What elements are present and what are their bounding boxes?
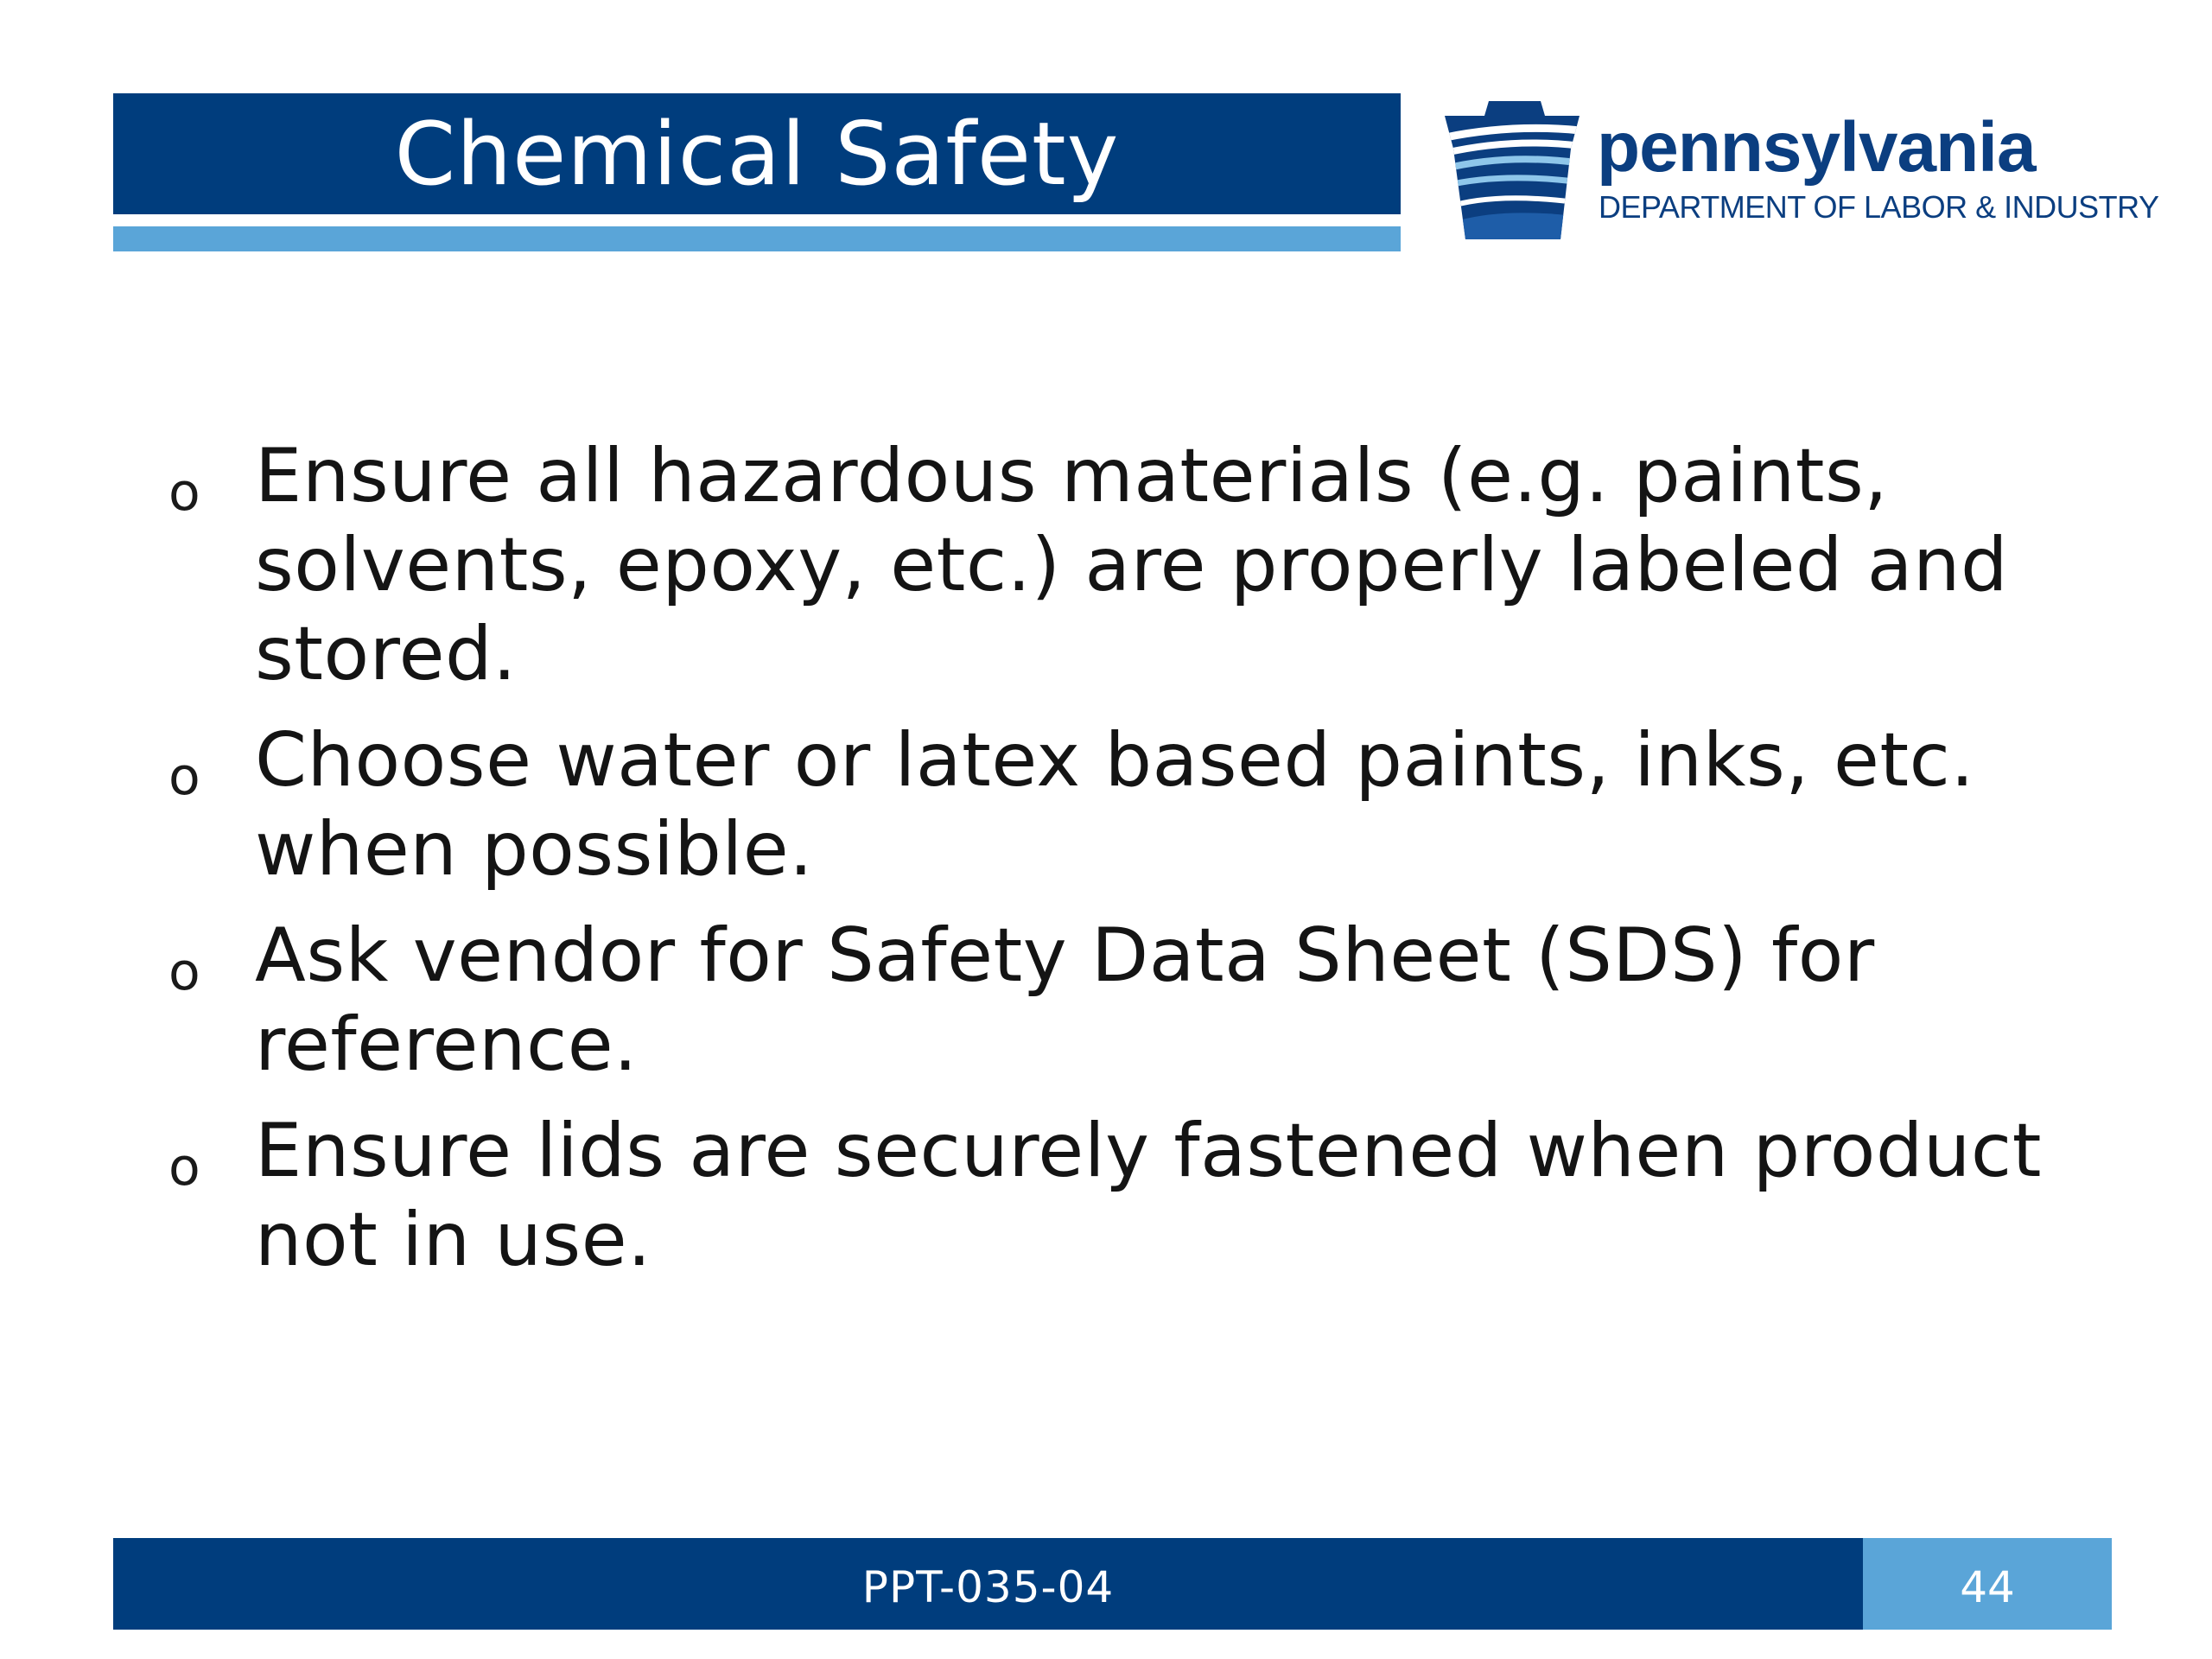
keystone-icon bbox=[1441, 97, 1588, 244]
bullet-list bbox=[168, 432, 2052, 1302]
bullet-marker: o bbox=[168, 747, 200, 807]
page-number: 44 bbox=[1960, 1562, 2015, 1612]
bullet-item bbox=[168, 716, 2052, 894]
bullet-marker: o bbox=[168, 942, 200, 1002]
footer-bar bbox=[113, 1538, 1863, 1630]
bullet-item bbox=[168, 432, 2052, 699]
title-bar bbox=[113, 93, 1401, 214]
logo-wordmark: pennsylvania bbox=[1597, 108, 2036, 187]
pa-labor-industry-logo bbox=[1441, 97, 2159, 244]
bullet-marker: o bbox=[168, 462, 200, 523]
bullet-marker: o bbox=[168, 1137, 200, 1198]
bullet-text: Ask vendor for Safety Data Sheet (SDS) for reference. bbox=[255, 912, 1875, 1088]
bullet-text: Ensure lids are securely fastened when product not in use. bbox=[255, 1108, 2042, 1283]
bullet-text: Choose water or latex based paints, inks, etc. when possible. bbox=[255, 717, 1975, 893]
title-underline bbox=[113, 226, 1401, 251]
footer-code: PPT-035-04 bbox=[861, 1562, 1115, 1612]
bullet-item bbox=[168, 912, 2052, 1090]
logo-department: DEPARTMENT OF LABOR & INDUSTRY bbox=[1599, 189, 2159, 225]
slide-title: Chemical Safety bbox=[394, 102, 1120, 205]
bullet-text: Ensure all hazardous materials (e.g. paints, solvents, epoxy, etc.) are properly labeled and stored. bbox=[255, 433, 2009, 697]
bullet-item bbox=[168, 1107, 2052, 1285]
page-number-box bbox=[1863, 1538, 2112, 1630]
